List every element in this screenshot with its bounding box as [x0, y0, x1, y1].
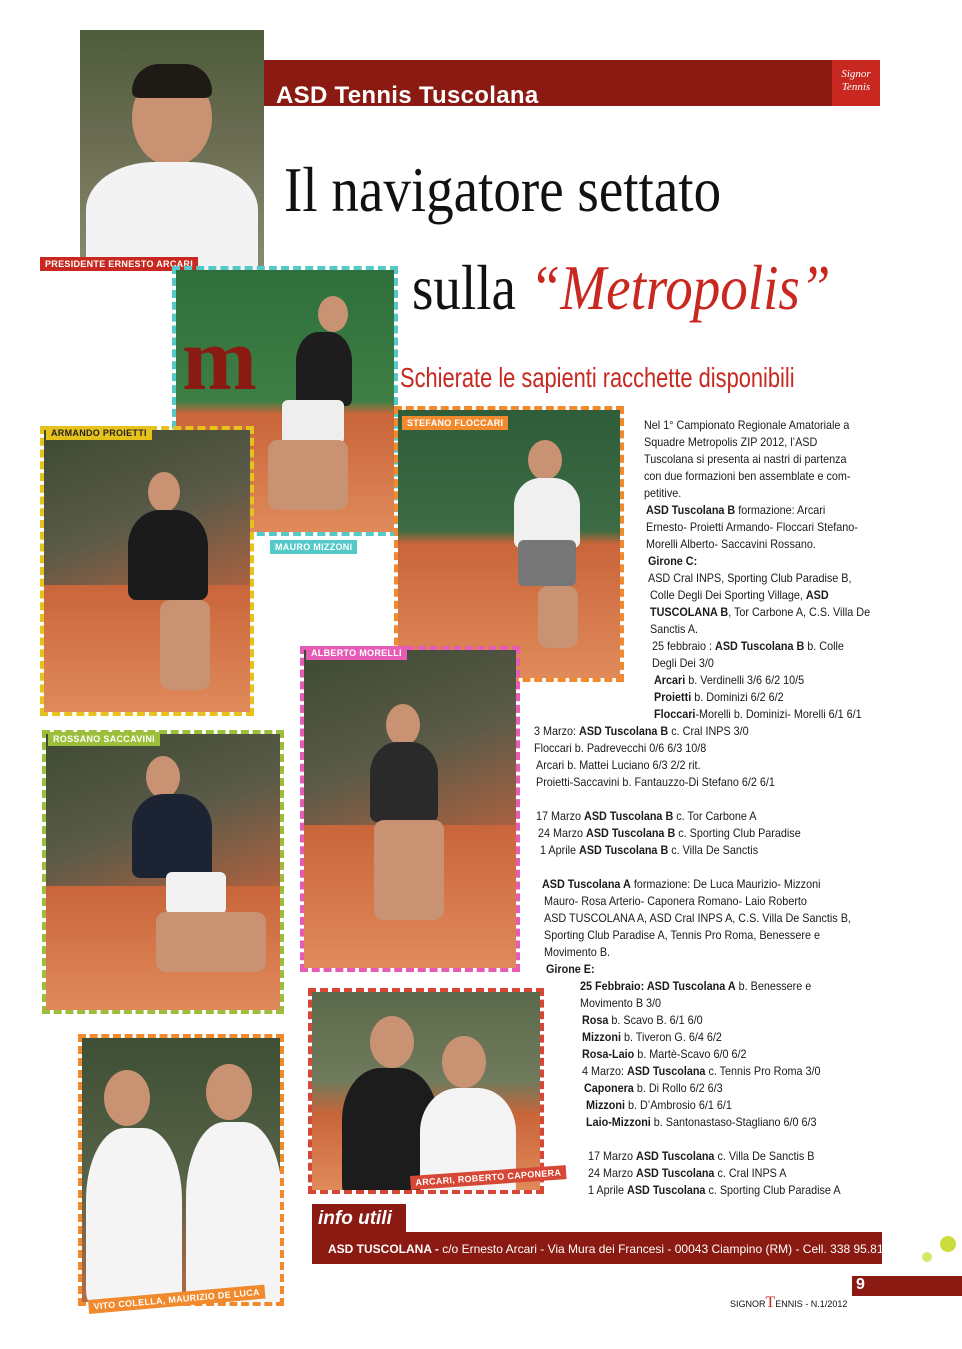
mizzoni-legs: [268, 440, 348, 510]
article-text: , Tor Carbone A, C.S. Villa De: [728, 605, 871, 619]
court: [44, 585, 250, 712]
info-details: c/o Ernesto Arcari - Via Mura dei Francesi - 00043 Ciampino (RM) - Cell. 338 95.81.429: [438, 1242, 907, 1256]
article-text: Colle Degli Dei Sporting Village,: [650, 588, 806, 602]
caponera-head: [442, 1036, 486, 1088]
article-bold-text: ASD Tuscolana B: [646, 503, 736, 517]
article-text: b. Martè-Scavo 6/0 6/2: [634, 1047, 747, 1061]
floccari-photo: [398, 410, 620, 678]
article-text: Proietti-Saccavini b. Fantauzzo-Di Stefano 6/2 6/1: [536, 775, 775, 789]
article-text: con due formazioni ben assemblate e com-: [644, 469, 851, 483]
article-bold-text: ASD Tuscolana B: [584, 809, 674, 823]
article-line: [644, 451, 847, 468]
article-bold-text: Proietti: [654, 690, 692, 704]
floccari-head: [528, 440, 562, 480]
article-text: c. Tor Carbone A: [673, 809, 757, 823]
morelli-photo: [304, 650, 516, 968]
magazine-right: ENNIS: [775, 1299, 803, 1309]
info-label: info utili: [318, 1208, 392, 1229]
article-line: [536, 774, 775, 791]
mizzoni-body: [296, 332, 352, 406]
article-text: Sanctis A.: [650, 622, 699, 636]
article-text: ASD TUSCOLANA A, ASD Cral INPS A, C.S. Villa De Sanctis B,: [544, 911, 851, 925]
article-line: [546, 961, 595, 978]
article-line: [650, 604, 870, 621]
article-bold-text: ASD Tuscolana B: [579, 724, 669, 738]
proietti-body: [128, 510, 208, 600]
deluca-head: [206, 1064, 252, 1120]
article-line: [544, 927, 820, 944]
article-line: [654, 706, 862, 723]
article-line: [646, 519, 858, 536]
magazine-footer: [730, 1296, 847, 1311]
article-bold-text: Rosa-Laio: [582, 1047, 635, 1061]
article-bold-text: Laio-Mizzoni: [586, 1115, 651, 1129]
article-bold-text: Girone C:: [648, 554, 698, 568]
article-text: c. Cral INPS 3/0: [668, 724, 749, 738]
article-line: [538, 825, 801, 842]
morelli-body: [370, 742, 438, 822]
magazine-left: SIGNOR: [730, 1299, 766, 1309]
article-text: ASD Cral INPS, Sporting Club Paradise B,: [648, 571, 852, 585]
article-text: b. Benessere e: [735, 979, 812, 993]
subtitle: Schierate le sapienti racchette disponibili: [400, 362, 795, 393]
article-line: [644, 468, 851, 485]
article-line: [584, 1080, 723, 1097]
article-text: c. Villa De Sanctis B: [714, 1149, 815, 1163]
president-hair: [132, 64, 212, 98]
article-text: Squadre Metropolis ZIP 2012, l’ASD: [644, 435, 818, 449]
article-line: [586, 1114, 817, 1131]
article-line: [654, 672, 804, 689]
proietti-legs: [160, 600, 210, 690]
article-line: [648, 553, 697, 570]
wall-logo: m: [182, 310, 257, 409]
article-bold-text: ASD Tuscolana B: [579, 843, 669, 857]
article-text: 25 febbraio :: [652, 639, 716, 653]
article-text: c. Villa De Sanctis: [668, 843, 759, 857]
article-line: [646, 536, 816, 553]
title-line1: Il navigatore settato: [284, 154, 722, 225]
caption-colella: VITO COLELLA, MAURIZIO DE LUCA: [88, 1285, 265, 1314]
deluca-body: [186, 1122, 280, 1302]
article-line: [588, 1165, 786, 1182]
tennis-ball-icon: [922, 1252, 932, 1262]
article-text: petitive.: [644, 486, 682, 500]
article-text: c. Tennis Pro Roma 3/0: [705, 1064, 821, 1078]
mizzoni-head: [318, 296, 348, 332]
article-bold-text: ASD Tuscolana: [627, 1064, 706, 1078]
article-text: Mauro- Rosa Arterio- Caponera Romano- Laio Roberto: [544, 894, 807, 908]
article-line: [654, 689, 784, 706]
article-text: formazione: De Luca Maurizio- Mizzoni: [630, 877, 821, 891]
article-text: b. D’Ambrosio 6/1 6/1: [624, 1098, 732, 1112]
article-line: [644, 485, 681, 502]
saccavini-legs: [156, 912, 266, 972]
page-number: 9: [856, 1276, 865, 1293]
info-name: ASD TUSCOLANA -: [328, 1242, 439, 1256]
article-text: Sporting Club Paradise A, Tennis Pro Roma, Benessere e: [544, 928, 820, 942]
article-bold-text: ASD Tuscolana A: [542, 877, 631, 891]
article-line: [540, 842, 758, 859]
article-text: b. Verdinelli 3/6 6/2 10/5: [685, 673, 805, 687]
article-bold-text: Caponera: [584, 1081, 634, 1095]
proietti-photo: [44, 430, 250, 712]
caption-saccavini: ROSSANO SACCAVINI: [48, 732, 160, 746]
article-line: [534, 740, 706, 757]
article-line: [644, 417, 849, 434]
saccavini-shorts: [166, 872, 226, 914]
president-photo: [80, 30, 264, 270]
article-bold-text: ASD Tuscolana: [636, 1149, 715, 1163]
article-text: Movimento B 3/0: [580, 996, 662, 1010]
title-line2-italic: “Metropolis”: [529, 252, 831, 323]
article-text: b. Dominizi 6/2 6/2: [691, 690, 784, 704]
article-line: [582, 1012, 703, 1029]
article-line: [580, 995, 661, 1012]
brand-badge: [832, 60, 880, 106]
article-line: [648, 570, 851, 587]
article-text: Floccari b. Padrevecchi 0/6 6/3 10/8: [534, 741, 707, 755]
article-line: [650, 587, 829, 604]
article-line: [650, 621, 698, 638]
article-line: [536, 757, 700, 774]
colella-body: [86, 1128, 182, 1302]
article-text: 24 Marzo: [588, 1166, 637, 1180]
article-bold-text: ASD Tuscolana B: [715, 639, 805, 653]
article-text: Nel 1° Campionato Regionale Amatoriale a: [644, 418, 850, 432]
article-line: [534, 723, 749, 740]
colella-deluca-photo: [82, 1038, 280, 1302]
article-text: Arcari b. Mattei Luciano 6/3 2/2 rit.: [536, 758, 701, 772]
article-text: -Morelli b. Dominizi- Morelli 6/1 6/1: [695, 707, 862, 721]
article-line: [536, 808, 757, 825]
proietti-head: [148, 472, 180, 512]
saccavini-body: [132, 794, 212, 878]
article-bold-text: ASD Tuscolana B: [586, 826, 676, 840]
footer-band: [852, 1276, 962, 1296]
article-text: Ernesto- Proietti Armando- Floccari Stefano-: [646, 520, 858, 534]
article-line: [652, 655, 714, 672]
article-bold-text: ASD: [805, 588, 829, 602]
article-text: b. Colle: [804, 639, 844, 653]
article-text: 17 Marzo: [536, 809, 585, 823]
article-bold-text: Arcari: [654, 673, 686, 687]
title-line2-prefix: sulla: [412, 252, 530, 323]
president-shirt: [86, 162, 258, 270]
article-text: b. Santonastaso-Stagliano 6/0 6/3: [650, 1115, 817, 1129]
magazine-T: T: [765, 1294, 776, 1311]
article-bold-text: ASD Tuscolana: [636, 1166, 715, 1180]
caption-floccari: STEFANO FLOCCARI: [402, 416, 508, 430]
article-line: [646, 502, 825, 519]
article-line: [652, 638, 844, 655]
article-bold-text: Girone E:: [546, 962, 595, 976]
title-line2: [412, 248, 830, 328]
morelli-legs: [374, 820, 444, 920]
caption-proietti: ARMANDO PROIETTI: [46, 426, 152, 440]
article-text: Tuscolana si presenta ai nastri di partenza: [644, 452, 847, 466]
article-line: [588, 1182, 841, 1199]
article-text: 1 Aprile: [588, 1183, 628, 1197]
article-bold-text: 25 Febbraio: ASD Tuscolana A: [580, 979, 736, 993]
brand-badge-line2: Tennis: [841, 81, 871, 93]
caption-morelli: ALBERTO MORELLI: [306, 646, 407, 660]
article-text: 17 Marzo: [588, 1149, 637, 1163]
magazine-issue: - N.1/2012: [802, 1299, 848, 1309]
mizzoni-shorts: [282, 400, 344, 444]
article-text: b. Di Rollo 6/2 6/3: [633, 1081, 723, 1095]
caption-president: PRESIDENTE ERNESTO ARCARI: [40, 257, 198, 271]
article-text: 1 Aprile: [540, 843, 580, 857]
article-line: [582, 1063, 821, 1080]
article-bold-text: Rosa: [582, 1013, 609, 1027]
article-bold-text: Mizzoni: [582, 1030, 621, 1044]
article-text: b. Scavo B. 6/1 6/0: [608, 1013, 703, 1027]
article-line: [544, 910, 851, 927]
article-line: [542, 876, 820, 893]
article-text: Degli Dei 3/0: [652, 656, 714, 670]
article-text: c. Sporting Club Paradise A: [705, 1183, 841, 1197]
article-line: [588, 1148, 815, 1165]
article-line: [644, 434, 817, 451]
article-bold-text: TUSCOLANA B: [650, 605, 729, 619]
article-line: [582, 1046, 746, 1063]
article-text: b. Tiveron G. 6/4 6/2: [620, 1030, 722, 1044]
article-text: 3 Marzo:: [534, 724, 580, 738]
arcari-head: [370, 1016, 414, 1068]
article-text: c. Cral INPS A: [714, 1166, 787, 1180]
colella-head: [104, 1070, 150, 1126]
article-text: 24 Marzo: [538, 826, 587, 840]
article-text: 4 Marzo:: [582, 1064, 628, 1078]
article-line: [544, 893, 807, 910]
section-title: ASD Tennis Tuscolana: [276, 82, 539, 109]
article-bold-text: ASD Tuscolana: [627, 1183, 706, 1197]
caption-mizzoni: MAURO MIZZONI: [270, 540, 357, 554]
article-line: [580, 978, 811, 995]
article-line: [544, 944, 610, 961]
article-text: c. Sporting Club Paradise: [675, 826, 801, 840]
article-line: [586, 1097, 732, 1114]
morelli-head: [386, 704, 420, 746]
article-text: formazione: Arcari: [735, 503, 826, 517]
floccari-shorts: [518, 540, 576, 586]
article-bold-text: Floccari: [654, 707, 696, 721]
floccari-body: [514, 478, 580, 548]
saccavini-photo: [46, 734, 280, 1010]
article-text: Movimento B.: [544, 945, 611, 959]
tennis-ball-icon: [940, 1236, 956, 1252]
article-bold-text: Mizzoni: [586, 1098, 625, 1112]
arcari-caponera-photo: [312, 992, 540, 1190]
info-text: [328, 1240, 907, 1258]
floccari-legs: [538, 586, 578, 648]
caption-caponera: ARCARI, ROBERTO CAPONERA: [410, 1165, 567, 1190]
article-text: Morelli Alberto- Saccavini Rossano.: [646, 537, 816, 551]
brand-badge-line1: Signor: [841, 68, 871, 80]
article-line: [582, 1029, 722, 1046]
saccavini-head: [146, 756, 180, 798]
